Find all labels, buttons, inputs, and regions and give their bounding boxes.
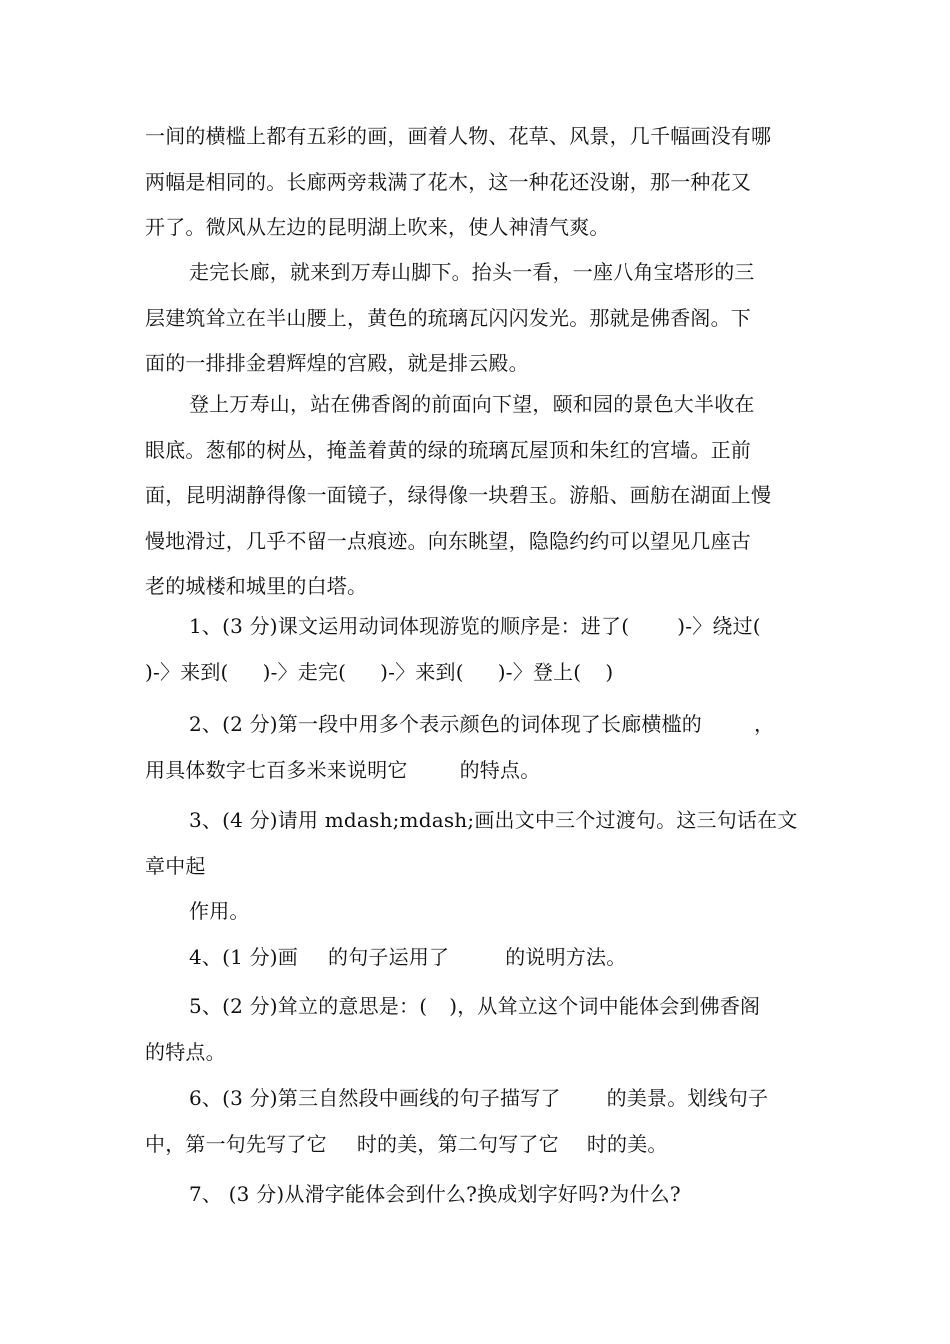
text-line: 一间的横槛上都有五彩的画，画着人物、花草、风景，几千幅画没有哪: [145, 124, 772, 148]
question-7: [145, 1172, 810, 1218]
text-line: 两幅是相同的。长廊两旁栽满了花木，这一种花还没谢，那一种花又: [145, 169, 751, 194]
question-text: ，: [754, 712, 775, 736]
question-line: [145, 748, 810, 794]
question-text: 时的美，第二句写了它: [356, 1131, 559, 1156]
paragraph-3: [145, 382, 810, 610]
question-5: [145, 984, 810, 1075]
question-2: [145, 702, 810, 793]
question-text: 的句子运用了: [328, 945, 450, 969]
question-line: 7、 (3 分)从滑字能体会到什么?换成划字好吗?为什么?: [189, 1182, 681, 1206]
question-line: [145, 935, 810, 981]
question-text: 的说明方法。: [505, 945, 627, 969]
question-text: 2、(2 分)第一段中用多个表示颜色的词体现了长廊横槛的: [189, 712, 703, 736]
question-line: [145, 1076, 810, 1122]
question-text: )-〉绕过(: [677, 614, 761, 638]
question-line: [145, 650, 810, 696]
question-text: )-〉登上(: [497, 659, 582, 684]
question-line: 3、(4 分)请用 mdash;mdash;画出文中三个过渡句。这三句话在文: [189, 808, 798, 832]
question-text: 的特点。: [459, 757, 541, 782]
question-line: 章中起: [145, 853, 206, 878]
text-line: 走完长廊，就来到万寿山脚下。抬头一看，一座八角宝塔形的三: [189, 260, 755, 284]
question-text: )-〉走完(: [262, 659, 347, 684]
question-3: [145, 798, 810, 935]
text-line: 面的一排排金碧辉煌的宫殿，就是排云殿。: [145, 351, 529, 375]
question-line: 的特点。: [145, 1039, 226, 1064]
question-text: 时的美。: [586, 1131, 668, 1156]
text-line: 慢地滑过，几乎不留一点痕迹。向东眺望，隐隐约约可以望见几座古: [145, 528, 751, 553]
question-text: 的美景。划线句子: [606, 1086, 769, 1110]
question-line: [145, 702, 810, 748]
paragraph-1: [145, 114, 810, 251]
question-text: 1、(3 分)课文运用动词体现游览的顺序是：进了(: [189, 614, 630, 638]
text-line: 眼底。葱郁的树丛，掩盖着黄的绿的琉璃瓦屋顶和朱红的宫墙。正前: [145, 437, 751, 462]
question-text: )-〉来到(: [145, 659, 229, 684]
question-1: [145, 604, 810, 695]
text-line: 面，昆明湖静得像一面镜子，绿得像一块碧玉。游船、画舫在湖面上慢: [145, 483, 772, 507]
question-text: )-〉来到(: [380, 659, 464, 684]
question-6: [145, 1076, 810, 1167]
text-line: 开了。微风从左边的昆明湖上吹来，使人神清气爽。: [145, 215, 610, 239]
question-line: [145, 1122, 810, 1168]
question-text: ): [605, 659, 614, 684]
question-text: )，从耸立这个词中能体会到佛香阁: [449, 994, 761, 1018]
text-line: 登上万寿山，站在佛香阁的前面向下望，颐和园的景色大半收在: [189, 392, 755, 416]
paragraph-2: [145, 250, 810, 387]
question-line: [145, 984, 810, 1030]
text-line: 层建筑耸立在半山腰上，黄色的琉璃瓦闪闪发光。那就是佛香阁。下: [145, 305, 751, 330]
question-line: 作用。: [189, 899, 250, 923]
question-text: 中，第一句先写了它: [145, 1131, 327, 1156]
question-text: 用具体数字七百多米来说明它: [145, 757, 408, 782]
question-text: 5、(2 分)耸立的意思是：(: [189, 994, 428, 1018]
text-line: 老的城楼和城里的白塔。: [145, 574, 368, 598]
question-text: 4、(1 分)画: [189, 945, 299, 969]
question-line: [145, 604, 810, 650]
question-text: 6、(3 分)第三自然段中画线的句子描写了: [189, 1086, 561, 1110]
question-4: [145, 935, 810, 981]
